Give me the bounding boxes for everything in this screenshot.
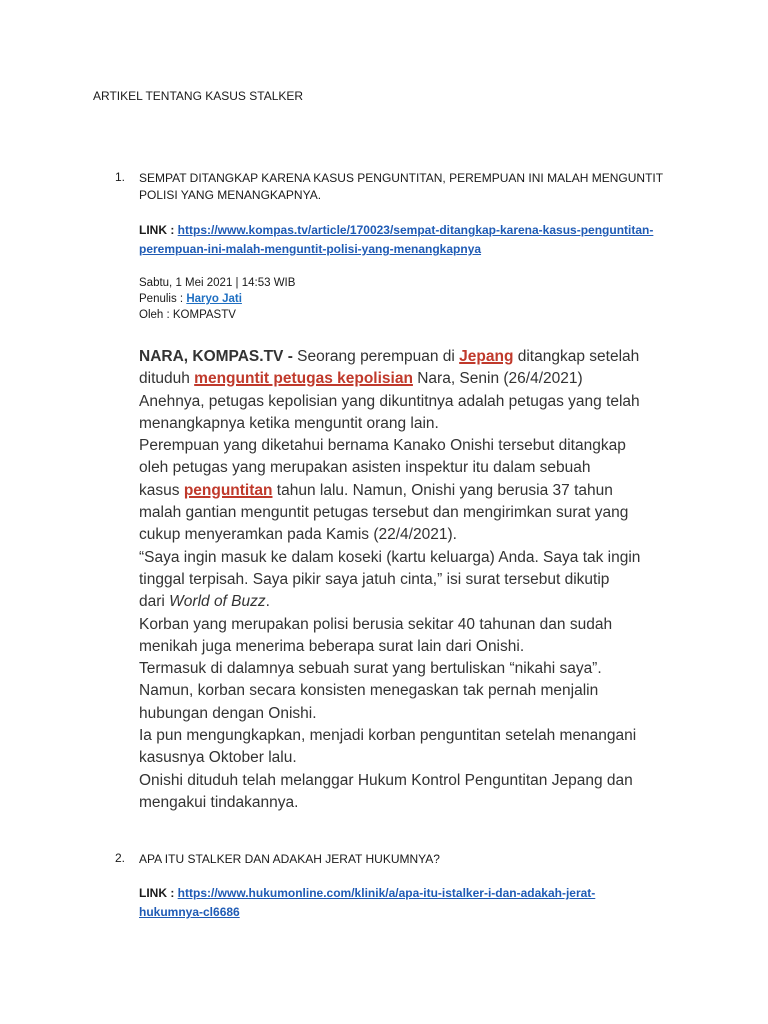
writer-label: Penulis : bbox=[139, 293, 187, 305]
article-date: Sabtu, 1 Mei 2021 | 14:53 WIB bbox=[139, 277, 296, 289]
article-text: tinggal terpisah. Saya pikir saya jatuh cinta,” isi surat tersebut dikutip bbox=[139, 570, 610, 588]
tag-link-penguntitan[interactable]: penguntitan bbox=[183, 481, 273, 499]
article-text: “Saya ingin masuk ke dalam koseki (kartu keluarga) Anda. Saya tak ingin bbox=[139, 548, 641, 566]
article-text: tahun lalu. Namun, Onishi yang berusia 37 tahun bbox=[272, 481, 613, 499]
article-text: Nara, Senin (26/4/2021) bbox=[412, 370, 583, 388]
list-item-number: 1. bbox=[115, 170, 126, 184]
article-text: kasus bbox=[139, 481, 184, 499]
article-link-continued[interactable]: hukumnya-cl6686 bbox=[139, 905, 240, 919]
article-text: Perempuan yang diketahui bernama Kanako Onishi tersebut ditangkap bbox=[139, 437, 626, 455]
article-text: mengakui tindakannya. bbox=[139, 793, 299, 811]
article-text: dari bbox=[139, 593, 170, 611]
article-text: Namun, korban secara konsisten menegaskan tak pernah menjalin bbox=[139, 682, 599, 700]
article-text: Korban yang merupakan polisi berusia sekitar 40 tahunan dan sudah bbox=[139, 615, 613, 633]
article-text: oleh petugas yang merupakan asisten inspektur itu dalam sebuah bbox=[139, 459, 591, 477]
article-text: cukup menyeramkan pada Kamis (22/4/2021). bbox=[139, 526, 457, 544]
article-text: menikah juga menerima beberapa surat lain dari Onishi. bbox=[139, 637, 525, 655]
document-title: ARTIKEL TENTANG KASUS STALKER bbox=[93, 89, 304, 103]
article-text: dituduh bbox=[139, 370, 195, 388]
article-text: Seorang perempuan di bbox=[297, 348, 460, 365]
article-link[interactable]: https://www.kompas.tv/article/170023/sempat-ditangkap-karena-kasus-penguntitan- bbox=[177, 223, 654, 237]
article-text: kasusnya Oktober lalu. bbox=[139, 749, 297, 767]
article-body bbox=[139, 346, 699, 814]
tag-link-jepang[interactable]: Jepang bbox=[459, 348, 514, 365]
article-text: Ia pun mengungkapkan, menjadi korban penguntitan setelah menangani bbox=[139, 727, 637, 745]
link-block-1 bbox=[139, 221, 684, 259]
article-text: Anehnya, petugas kepolisian yang dikuntitnya adalah petugas yang telah bbox=[139, 392, 640, 410]
link-label: LINK : bbox=[139, 223, 178, 237]
article-heading bbox=[139, 170, 684, 204]
source-italic: World of Buzz bbox=[169, 593, 266, 611]
link-label: LINK : bbox=[139, 886, 178, 900]
article-text: malah gantian menguntit petugas tersebut dan mengirimkan surat yang bbox=[139, 504, 629, 522]
article-text: Onishi dituduh telah melanggar Hukum Kontrol Penguntitan Jepang dan bbox=[139, 771, 633, 789]
article-dateline: NARA, KOMPAS.TV - bbox=[139, 348, 298, 365]
list-item-2 bbox=[115, 851, 684, 868]
tag-link-menguntit[interactable]: menguntit petugas kepolisian bbox=[194, 370, 413, 388]
article-text: . bbox=[265, 593, 270, 611]
writer-link[interactable]: Haryo Jati bbox=[186, 293, 242, 305]
link-block-2 bbox=[139, 884, 684, 922]
article-text: ditangkap setelah bbox=[513, 348, 640, 365]
article-link-continued[interactable]: perempuan-ini-malah-menguntit-polisi-yang-menangkapnya bbox=[139, 242, 482, 256]
article-source: Oleh : KOMPASTV bbox=[139, 309, 236, 321]
article-meta bbox=[139, 275, 684, 323]
article-heading: APA ITU STALKER DAN ADAKAH JERAT HUKUMNYA? bbox=[139, 852, 440, 866]
heading-line: POLISI YANG MENANGKAPNYA. bbox=[139, 188, 322, 202]
article-text: Termasuk di dalamnya sebuah surat yang bertuliskan “nikahi saya”. bbox=[139, 660, 602, 678]
article-text: menangkapnya ketika menguntit orang lain. bbox=[139, 414, 439, 432]
article-text: hubungan dengan Onishi. bbox=[139, 704, 317, 722]
list-item-1 bbox=[115, 170, 684, 204]
article-link[interactable]: https://www.hukumonline.com/klinik/a/apa-itu-istalker-i-dan-adakah-jerat- bbox=[177, 886, 596, 900]
list-item-number: 2. bbox=[115, 851, 126, 865]
heading-line: SEMPAT DITANGKAP KARENA KASUS PENGUNTITAN, PEREMPUAN INI MALAH MENGUNTIT bbox=[139, 171, 664, 185]
